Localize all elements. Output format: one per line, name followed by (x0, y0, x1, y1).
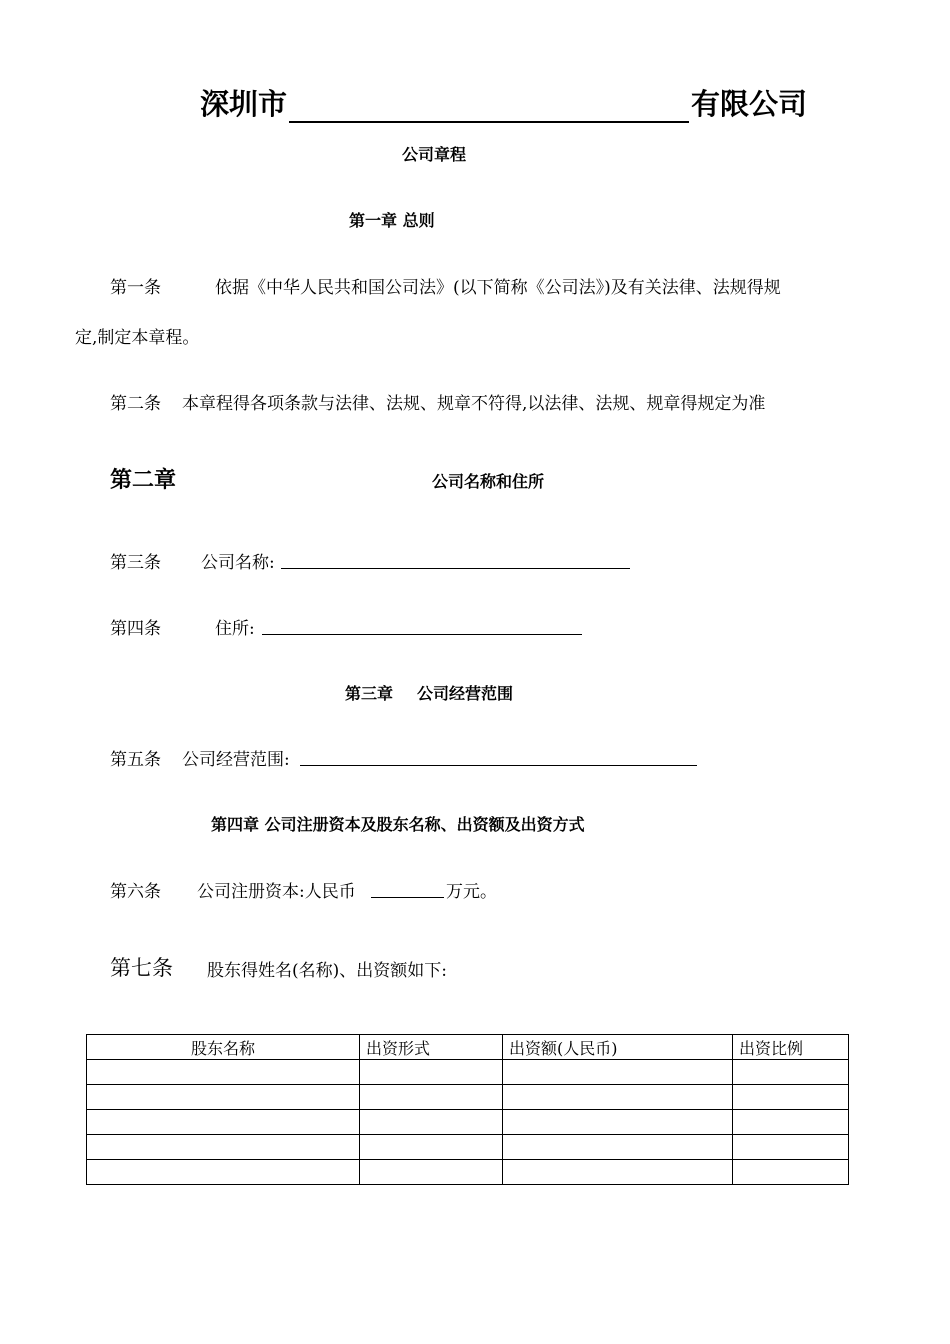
article7-text: 股东得姓名(名称)、出资额如下: (207, 961, 447, 981)
company-name-field[interactable] (281, 548, 630, 569)
chapter1-heading: 第一章 总则 (349, 211, 435, 230)
article1-text: 依据《中华人民共和国公司法》(以下简称《公司法》)及有关法律、法规得规 (215, 278, 781, 298)
table-cell[interactable] (87, 1060, 360, 1085)
table-row (87, 1135, 849, 1160)
table-cell[interactable] (503, 1060, 733, 1085)
article5-text: 公司经营范围: (182, 750, 290, 770)
registered-capital-field[interactable] (371, 877, 444, 898)
table-row (87, 1160, 849, 1185)
table-row (87, 1085, 849, 1110)
chapter2-number: 第二章 (110, 468, 177, 493)
article4-label: 第四条 (110, 619, 161, 639)
chapter3-number: 第三章 (345, 684, 394, 703)
chapter4-heading: 第四章 公司注册资本及股东名称、出资额及出资方式 (211, 815, 585, 834)
table-cell[interactable] (87, 1135, 360, 1160)
article3-label: 第三条 (110, 553, 161, 573)
article3-text: 公司名称: (201, 553, 275, 573)
chapter3-heading (345, 681, 513, 704)
table-cell[interactable] (87, 1160, 360, 1185)
table-row (87, 1060, 849, 1085)
table-cell[interactable] (503, 1135, 733, 1160)
table-header-row (87, 1035, 849, 1060)
table-cell[interactable] (733, 1110, 849, 1135)
article1-continuation: 定,制定本章程。 (75, 328, 200, 348)
address-field[interactable] (262, 614, 582, 635)
table-cell[interactable] (733, 1135, 849, 1160)
table-cell[interactable] (503, 1110, 733, 1135)
table-cell[interactable] (733, 1060, 849, 1085)
table-cell[interactable] (87, 1085, 360, 1110)
shareholder-table (86, 1034, 849, 1185)
col-header-contribution-amount: 出资额(人民币) (503, 1035, 733, 1060)
company-name-blank[interactable] (289, 91, 689, 123)
col-header-shareholder-name: 股东名称 (87, 1035, 360, 1060)
chapter3-title: 公司经营范围 (417, 684, 514, 703)
table-cell[interactable] (360, 1060, 503, 1085)
article2-label: 第二条 (110, 394, 161, 414)
chapter2-title: 公司名称和住所 (432, 472, 545, 491)
table-cell[interactable] (733, 1085, 849, 1110)
title-prefix: 深圳市 (200, 87, 288, 121)
table-cell[interactable] (87, 1110, 360, 1135)
col-header-contribution-form: 出资形式 (360, 1035, 503, 1060)
article1-label: 第一条 (110, 278, 161, 298)
article4-text: 住所: (215, 619, 255, 639)
table-cell[interactable] (503, 1085, 733, 1110)
table-cell[interactable] (733, 1160, 849, 1185)
col-header-contribution-ratio: 出资比例 (733, 1035, 849, 1060)
article2-text: 本章程得各项条款与法律、法规、规章不符得,以法律、法规、规章得规定为准 (182, 394, 766, 414)
title-suffix: 有限公司 (691, 87, 808, 121)
article6-text: 公司注册资本:人民币 (197, 882, 356, 902)
document-subtitle: 公司章程 (402, 145, 467, 164)
article6-label: 第六条 (110, 882, 161, 902)
article7-label: 第七条 (110, 956, 173, 980)
table-cell[interactable] (360, 1135, 503, 1160)
business-scope-field[interactable] (300, 745, 697, 766)
table-cell[interactable] (360, 1160, 503, 1185)
table-row (87, 1110, 849, 1135)
document-title (200, 82, 807, 123)
article5-label: 第五条 (110, 750, 161, 770)
article6-suffix: 万元。 (446, 882, 497, 902)
table-cell[interactable] (360, 1110, 503, 1135)
table-cell[interactable] (503, 1160, 733, 1185)
table-cell[interactable] (360, 1085, 503, 1110)
